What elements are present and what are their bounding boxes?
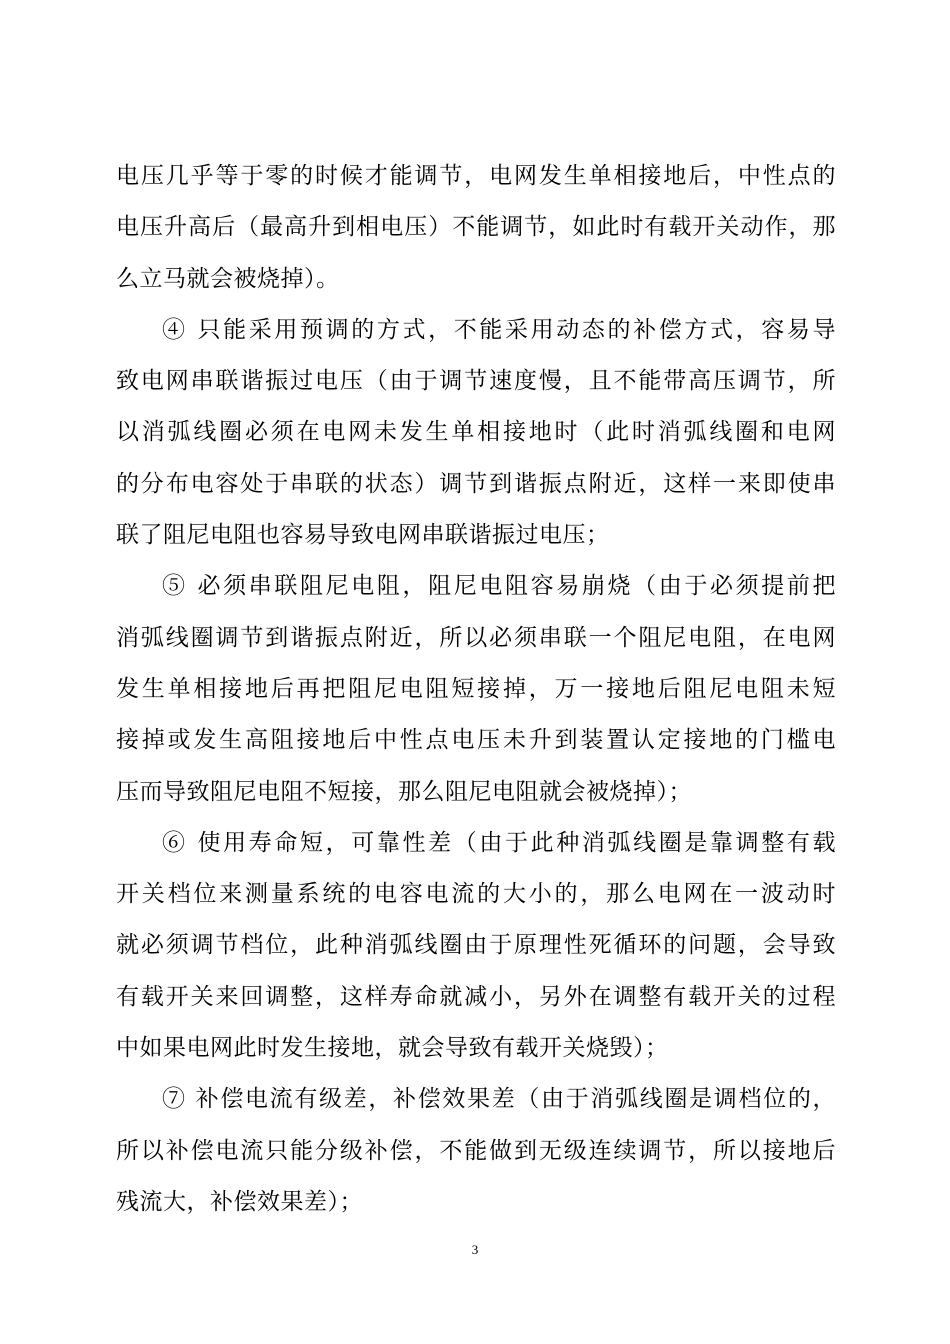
text-line: 就必须调节档位，此种消弧线圈由于原理性死循环的问题，会导致 (116, 932, 836, 959)
text-line: 有载开关来回调整，这样寿命就减小，另外在调整有载开关的过程 (116, 983, 836, 1010)
text-line: 发生单相接地后再把阻尼电阻短接掉，万一接地后阻尼电阻未短 (116, 675, 836, 702)
text-line: 以消弧线圈必须在电网未发生单相接地时（此时消弧线圈和电网 (116, 419, 836, 446)
text-line: 接掉或发生高阻接地后中性点电压未升到装置认定接地的门槛电 (116, 727, 836, 754)
text-line: 中如果电网此时发生接地，就会导致有载开关烧毁）； (116, 1035, 669, 1062)
text-line: 残流大，补偿效果差）； (116, 1188, 363, 1215)
text-line: 压而导致阻尼电阻不短接，那么阻尼电阻就会被烧掉）； (116, 778, 692, 805)
list-item-5-line: ⑤ 必须串联阻尼电阻，阻尼电阻容易崩烧（由于必须提前把 (162, 573, 836, 600)
text-line: 电压升高后（最高升到相电压）不能调节，如此时有载开关动作，那 (116, 214, 836, 241)
text-line: 所以补偿电流只能分级补偿，不能做到无级连续调节，所以接地后 (116, 1137, 836, 1164)
text-line: 的分布电容处于串联的状态）调节到谐振点附近，这样一来即使串 (116, 470, 836, 497)
text-line: 联了阻尼电阻也容易导致电网串联谐振过电压； (116, 522, 610, 549)
list-item-6-line: ⑥ 使用寿命短，可靠性差（由于此种消弧线圈是靠调整有载 (162, 829, 836, 856)
text-line: 电压几乎等于零的时候才能调节，电网发生单相接地后，中性点的 (116, 163, 836, 189)
text-line: 么立马就会被烧掉）。 (116, 265, 340, 292)
page-number: 3 (471, 1242, 479, 1257)
text-line: 开关档位来测量系统的电容电流的大小的，那么电网在一波动时 (116, 881, 836, 908)
list-item-7-line: ⑦ 补偿电流有级差，补偿效果差（由于消弧线圈是调档位的， (162, 1086, 836, 1113)
text-line: 消弧线圈调节到谐振点附近，所以必须串联一个阻尼电阻，在电网 (116, 624, 836, 651)
list-item-4-line: ④ 只能采用预调的方式，不能采用动态的补偿方式，容易导 (162, 316, 836, 343)
text-line: 致电网串联谐振过电压（由于调节速度慢，且不能带高压调节，所 (116, 368, 836, 395)
body-text (116, 151, 836, 1228)
